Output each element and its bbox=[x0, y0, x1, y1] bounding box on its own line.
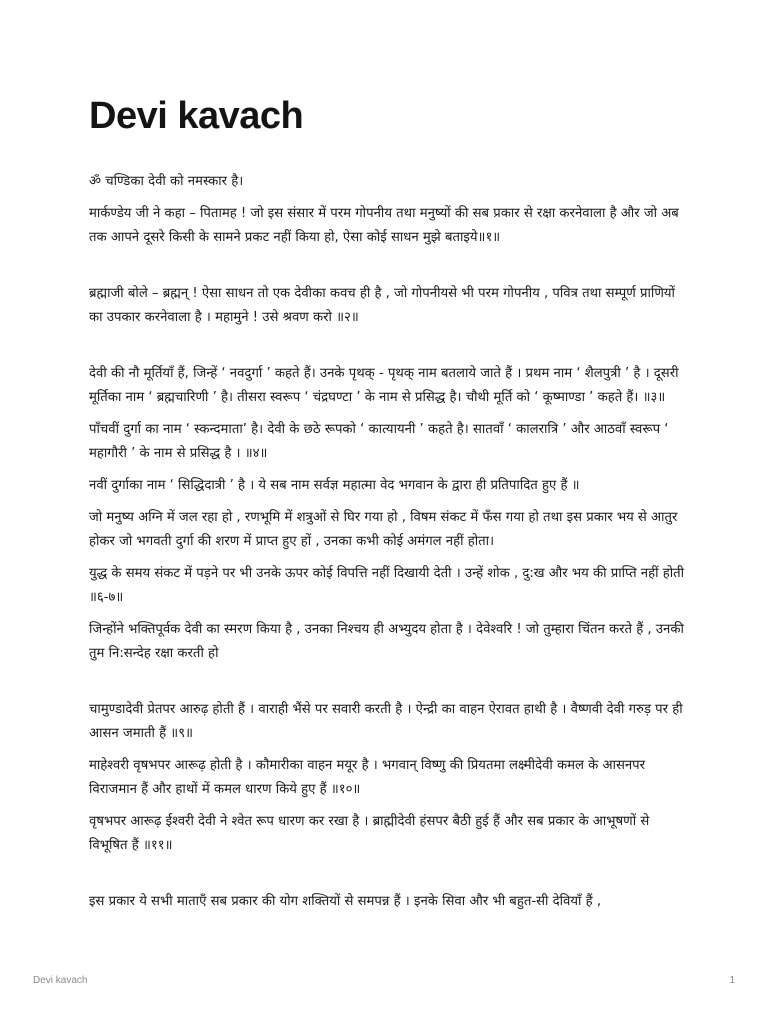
paragraph-ninth-form: नवीं दुर्गाका नाम ‘ सिद्धिदात्री ’ है । ये सब नाम सर्वज्ञ महात्मा वेद भगवान के द्वारा ही प्रतिपादित हुए हैं ॥ bbox=[89, 478, 580, 493]
paragraph-nine-forms: देवी की नौ मूर्तियाँ हैं, जिन्हें ‘ नवदुर्गा ’ कहते हैं। उनके पृथक् - पृथक् नाम बतलाये जाते हैं । प्रथम नाम ‘ शैलपुत्री ’ है । दूसरी मूर्तिका नाम ‘ ब्रह्मचारिणी ’ है। तीसरा स्वरूप ‘ चंद्रघण्टा ’ के नाम से प्रसिद्ध है। चौथी मूर्ति को ‘ कूष्माण्डा ’ कहते हैं। ॥३॥ bbox=[89, 366, 679, 405]
paragraph-war-time: युद्ध के समय संकट में पड़ने पर भी उनके ऊपर कोई विपत्ति नहीं दिखायी देती । उन्हें शोक , दु:ख और भय की प्राप्ति नहीं होती ॥६-७॥ bbox=[89, 566, 685, 605]
paragraph-chamunda: चामुण्डादेवी प्रेतपर आरुढ़ होती हैं । वाराही भैंसे पर सवारी करती है । ऐन्द्री का वाहन ऐरावत हाथी है । वैष्णवी देवी गरुड़ पर ही आसन जमाती हैं ॥९॥ bbox=[89, 702, 683, 741]
paragraph-brahma-reply: ब्रह्माजी बोले – ब्रह्मन् ! ऐसा साधन तो एक देवीका कवच ही है , जो गोपनीयसे भी परम गोपनीय , पवित्र तथा सम्पूर्ण प्राणियों का उपकार करनेवाला है । महामुने ! उसे श्रवण करो ॥२॥ bbox=[89, 286, 675, 325]
paragraph-fifth-form: पाँचवीं दुर्गा का नाम ‘ स्कन्दमाता’ है। देवी के छठे रूपको ‘ कात्यायनी ’ कहते है। सातवाँ ‘ कालरात्रि ’ और आठवाँ स्वरूप ‘ महागौरी ’ के नाम से प्रसिद्ध है । ॥४॥ bbox=[89, 422, 669, 461]
page-title: Devi kavach bbox=[89, 95, 304, 137]
document-body bbox=[89, 170, 689, 922]
paragraph-mothers: इस प्रकार ये सभी माताएँ सब प्रकार की योग शक्तियों से समपन्न हैं । इनके सिवा और भी बहुत-सी देवियाँ हैं , bbox=[89, 894, 602, 909]
paragraph-protection: जो मनुष्य अग्नि में जल रहा हो , रणभूमि में शत्रुओं से घिर गया हो , विषम संकट में फँस गया हो तथा इस प्रकार भय से आतुर होकर जो भगवती दुर्गा की शरण में प्राप्त हुए हों , उनका कभी कोई अमंगल नहीं होता। bbox=[89, 510, 678, 549]
paragraph-maheshwari: माहेश्वरी वृषभपर आरूढ़ होती है । कौमारीका वाहन मयूर है । भगवान् विष्णु की प्रियतमा लक्ष्मीदेवी कमल के आसनपर विराजमान हैं और हाथों में कमल धारण किये हुए हैं ॥१०॥ bbox=[89, 758, 646, 797]
footer-document-title: Devi kavach bbox=[33, 975, 88, 986]
footer-page-number: 1 bbox=[729, 975, 735, 986]
paragraph-ishwari: वृषभपर आरूढ़ ईश्वरी देवी ने श्वेत रूप धारण कर रखा है । ब्राह्मीदेवी हंसपर बैठी हुई हैं और सब प्रकार के आभूषणों से विभूषित हैं ॥११॥ bbox=[89, 814, 650, 853]
paragraph-markandeya-question: मार्कण्डेय जी ने कहा – पितामह ! जो इस संसार में परम गोपनीय तथा मनुष्यों की सब प्रकार से रक्षा करनेवाला है और जो अब तक आपने दूसरे किसी के सामने प्रकट नहीं किया हो, ऐसा कोई साधन मुझे बताइये॥१॥ bbox=[89, 206, 679, 245]
paragraph-devotion: जिन्होंने भक्तिपूर्वक देवी का स्मरण किया है , उनका निश्चय ही अभ्युदय होता है । देवेश्वरि ! जो तुम्हारा चिंतन करते हैं , उनकी तुम नि:सन्देह रक्षा करती हो bbox=[89, 622, 684, 661]
paragraph-invocation: ॐ चण्डिका देवी को नमस्कार है। bbox=[89, 174, 244, 189]
